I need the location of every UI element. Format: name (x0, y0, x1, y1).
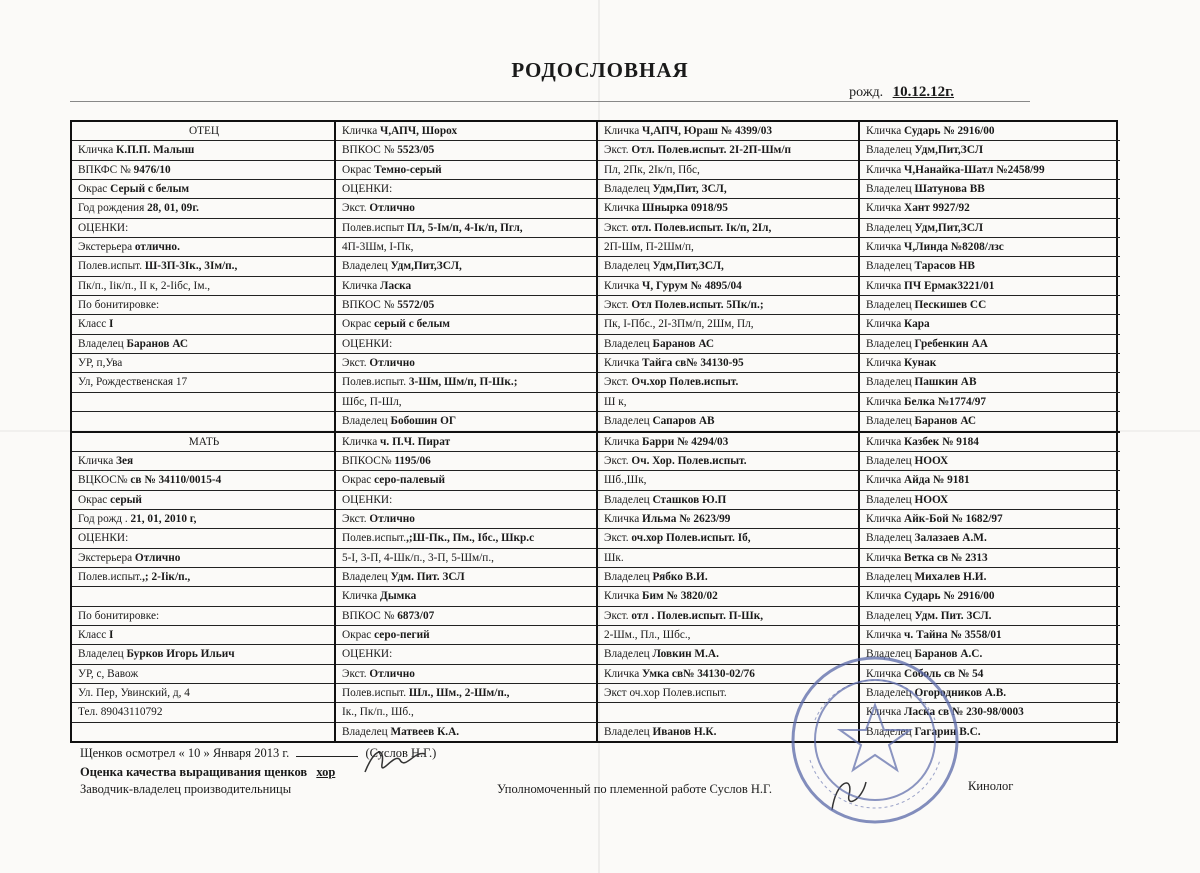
quality-line (80, 765, 335, 780)
pedigree-cell: Владелец Баранов А.С. (860, 645, 1120, 664)
pedigree-cell: Iк., Пк/п., Шб., (336, 703, 596, 722)
pedigree-cell: Экстерьера Отлично (72, 549, 334, 568)
pedigree-cell: Кличка Сударь № 2916/00 (860, 587, 1120, 606)
pedigree-cell: ОЦЕНКИ: (336, 180, 596, 199)
pedigree-cell: Владелец Удм. Пит. ЗСЛ (336, 568, 596, 587)
signature-blank (296, 756, 358, 757)
pedigree-cell: ВПКОС№ 1195/06 (336, 452, 596, 471)
pedigree-cell: Владелец Гребенкин АА (860, 335, 1120, 354)
pedigree-cell: Владелец НООХ (860, 491, 1120, 510)
pedigree-cell: Пк/п., Iiк/п., II к, 2-Iiбс, Iм., (72, 277, 334, 296)
pedigree-cell: ВПКФС № 9476/10 (72, 161, 334, 180)
pedigree-cell: Владелец Пашкин АВ (860, 373, 1120, 392)
pedigree-cell: Класс I (72, 315, 334, 334)
pedigree-cell: ВПКОС № 5572/05 (336, 296, 596, 315)
quality-value: хор (316, 765, 336, 779)
pedigree-cell: 5-I, 3-П, 4-Шк/п., 3-П, 5-Шм/п., (336, 549, 596, 568)
pedigree-cell: Пл, 2Пк, 2Iк/п, Пбс, (598, 161, 858, 180)
pedigree-cell: Владелец Удм,Пит,ЗСЛ, (336, 257, 596, 276)
pedigree-cell: Кличка Ветка св № 2313 (860, 549, 1120, 568)
document-title: РОДОСЛОВНАЯ (511, 58, 689, 82)
pedigree-cell: ОЦЕНКИ: (336, 335, 596, 354)
pedigree-cell: ВПКОС № 5523/05 (336, 141, 596, 160)
pedigree-cell: ОЦЕНКИ: (336, 491, 596, 510)
pedigree-cell: Владелец Ловкин М.А. (598, 645, 858, 664)
pedigree-cell: Владелец Баранов АС (72, 335, 334, 354)
cynologist-label: Кинолог (968, 779, 1014, 793)
pedigree-cell: Тел. 89043110792 (72, 703, 334, 722)
pedigree-cell: Полев.испыт.,; 2-Iiк/п., (72, 568, 334, 587)
pedigree-cell: Окрас серо-палевый (336, 471, 596, 490)
pedigree-cell: Кличка Казбек № 9184 (860, 433, 1120, 452)
pedigree-cell: Кличка Ласка св № 230-98/0003 (860, 703, 1120, 722)
pedigree-cell: Кличка К.П.П. Малыш (72, 141, 334, 160)
pedigree-cell: Кличка Ильма № 2623/99 (598, 510, 858, 529)
pedigree-cell: ОЦЕНКИ: (72, 219, 334, 238)
pedigree-cell: Владелец Бобошин ОГ (336, 412, 596, 432)
pedigree-cell: Владелец Шатунова ВВ (860, 180, 1120, 199)
pedigree-cell: Владелец Удм. Пит. ЗСЛ. (860, 607, 1120, 626)
pedigree-cell: Ул. Пер, Увинский, д, 4 (72, 684, 334, 703)
pedigree-cell: По бонитировке: (72, 607, 334, 626)
pedigree-cell: Шбс, П-Шл, (336, 393, 596, 412)
inspected-text: Щенков осмотрел « 10 » Января 2013 г. (80, 746, 290, 760)
pedigree-cell: Экст. Отлично (336, 354, 596, 373)
pedigree-cell: Экст. отл. Полев.испыт. Iк/п, 2Iл, (598, 219, 858, 238)
pedigree-cell: Окрас Темно-серый (336, 161, 596, 180)
pedigree-cell: Владелец Баранов АС (598, 335, 858, 354)
pedigree-cell: Кличка Кунак (860, 354, 1120, 373)
birth-label: рожд. (849, 85, 884, 100)
pedigree-cell: Класс I (72, 626, 334, 645)
pedigree-cell: Кличка Айда № 9181 (860, 471, 1120, 490)
pedigree-cell: Окрас серо-пегий (336, 626, 596, 645)
pedigree-cell: Кличка Барри № 4294/03 (598, 433, 858, 452)
pedigree-cell: Год рождения 28, 01, 09г. (72, 199, 334, 218)
pedigree-cell: Владелец Михалев Н.И. (860, 568, 1120, 587)
pedigree-cell: ВЦКОС№ св № 34110/0015-4 (72, 471, 334, 490)
pedigree-cell: Кличка Кара (860, 315, 1120, 334)
pedigree-cell: Кличка Бим № 3820/02 (598, 587, 858, 606)
pedigree-column-grandparents (596, 122, 858, 741)
pedigree-cell: Владелец Пескишев СС (860, 296, 1120, 315)
pedigree-cell: Кличка Дымка (336, 587, 596, 606)
pedigree-cell: Владелец Удм,Пит, ЗСЛ, (598, 180, 858, 199)
pedigree-cell: Экст. Оч.хор Полев.испыт. (598, 373, 858, 392)
pedigree-cell: Владелец Баранов АС (860, 412, 1120, 432)
pedigree-cell: Владелец НООХ (860, 452, 1120, 471)
pedigree-cell: Экстерьера отлично. (72, 238, 334, 257)
pedigree-cell: Окрас серый с белым (336, 315, 596, 334)
pedigree-cell: Экст. отл . Полев.испыт. П-Шк, (598, 607, 858, 626)
pedigree-cell (72, 587, 334, 606)
pedigree-cell: Полев.испыт. 3-Шм, Шм/п, П-Шк.; (336, 373, 596, 392)
birth-date: 10.12.12г. (892, 84, 954, 100)
pedigree-column-parents (334, 122, 596, 741)
pedigree-cell: Полев.испыт Пл, 5-Iм/п, 4-Iк/п, Пгл, (336, 219, 596, 238)
pedigree-cell: Год рожд . 21, 01, 2010 г, (72, 510, 334, 529)
pedigree-cell: Владелец Огородников А.В. (860, 684, 1120, 703)
pedigree-cell: Владелец Сапаров АВ (598, 412, 858, 432)
pedigree-cell (72, 393, 334, 412)
birth-date-line (849, 84, 954, 101)
authorized-person: Уполномоченный по племенной работе Суслов Н.Г. (497, 782, 772, 796)
pedigree-cell: Экст. Отл Полев.испыт. 5Пк/п.; (598, 296, 858, 315)
pedigree-cell: Кличка ПЧ Ермак3221/01 (860, 277, 1120, 296)
pedigree-column-dog (72, 122, 334, 741)
pedigree-cell: Пк, I-Пбс., 2I-3Пм/п, 2Шм, Пл, (598, 315, 858, 334)
inspector-name: (Суслов Н.Г.) (365, 746, 437, 760)
pedigree-cell (72, 412, 334, 432)
pedigree-cell: Экст оч.хор Полев.испыт. (598, 684, 858, 703)
pedigree-cell: Кличка Ч,Нанайка-Шатл №2458/99 (860, 161, 1120, 180)
pedigree-cell: Экст. Отлично (336, 665, 596, 684)
pedigree-cell: Шб.,Шк, (598, 471, 858, 490)
pedigree-cell: Экст. Отл. Полев.испыт. 2I-2П-Шм/п (598, 141, 858, 160)
pedigree-cell: Окрас Серый с белым (72, 180, 334, 199)
pedigree-cell: Владелец Матвеев К.А. (342, 725, 460, 738)
pedigree-cell: Полев.испыт. Шл., Шм., 2-Шм/п., (336, 684, 596, 703)
breeder-owner-label: Заводчик-владелец производительницы (80, 782, 292, 796)
pedigree-cell: Кличка Ч,АПЧ, Юраш № 4399/03 (598, 122, 858, 141)
pedigree-cell: Владелец Рябко В.И. (598, 568, 858, 587)
pedigree-cell: Ул, Рождественская 17 (72, 373, 334, 392)
pedigree-cell: Экст. Отлично (336, 199, 596, 218)
pedigree-cell: Кличка Айк-Бой № 1682/97 (860, 510, 1120, 529)
pedigree-cell: УР, с, Вавож (72, 665, 334, 684)
pedigree-cell: Кличка Ч,АПЧ, Шорох (336, 122, 596, 141)
pedigree-cell: ОЦЕНКИ: (72, 529, 334, 548)
pedigree-cell: Экст. Оч. Хор. Полев.испыт. (598, 452, 858, 471)
pedigree-cell: Ш к, (598, 393, 858, 412)
pedigree-cell: Кличка Сударь № 2916/00 (860, 122, 1120, 141)
pedigree-cell: МАТЬ (72, 433, 334, 452)
pedigree-cell: Кличка Шнырка 0918/95 (598, 199, 858, 218)
pedigree-cell: Кличка Хант 9927/92 (860, 199, 1120, 218)
pedigree-cell: Полев.испыт. Ш-3П-3Iк., 3Iм/п., (72, 257, 334, 276)
pedigree-cell: Владелец Удм,Пит,ЗСЛ, (598, 257, 858, 276)
pedigree-cell: 2П-Шм, П-2Шм/п, (598, 238, 858, 257)
pedigree-cell: Кличка ч. Тайна № 3558/01 (860, 626, 1120, 645)
pedigree-cell: Кличка Зея (72, 452, 334, 471)
pedigree-cell: Экст. оч.хор Полев.испыт. Iб, (598, 529, 858, 548)
pedigree-cell: Владелец Гагарин В.С. (866, 725, 981, 738)
pedigree-cell: Владелец Бурков Игорь Ильич (72, 645, 334, 664)
pedigree-cell: Кличка Соболь св № 54 (860, 665, 1120, 684)
pedigree-cell: ОТЕЦ (72, 122, 334, 141)
pedigree-cell: Владелец Удм,Пит,ЗСЛ (860, 141, 1120, 160)
pedigree-cell: ВПКОС № 6873/07 (336, 607, 596, 626)
pedigree-cell: Кличка Умка св№ 34130-02/76 (598, 665, 858, 684)
pedigree-cell: Шк. (598, 549, 858, 568)
pedigree-cell: ОЦЕНКИ: (336, 645, 596, 664)
pedigree-cell: Кличка Белка №1774/97 (860, 393, 1120, 412)
pedigree-cell: Окрас серый (72, 491, 334, 510)
pedigree-cell: Полев.испыт.,;Ш-Пк., Пм., Iбс., Шкр.с (336, 529, 596, 548)
pedigree-cell (72, 723, 334, 741)
pedigree-cell: Владелец Удм,Пит,ЗСЛ (860, 219, 1120, 238)
quality-label: Оценка качества выращивания щенков (80, 765, 308, 779)
pedigree-column-great-grandparents (858, 122, 1120, 741)
divider (70, 101, 1030, 102)
pedigree-cell: Владелец Иванов Н.К. (604, 725, 717, 738)
pedigree-cell: УР, п,Ува (72, 354, 334, 373)
pedigree-cell: Владелец Залазаев А.М. (860, 529, 1120, 548)
pedigree-cell: По бонитировке: (72, 296, 334, 315)
pedigree-cell: Кличка Ч,Линда №8208/лзс (860, 238, 1120, 257)
pedigree-cell: 4П-3Шм, I-Пк, (336, 238, 596, 257)
pedigree-cell: Владелец Тарасов НВ (860, 257, 1120, 276)
pedigree-cell: Кличка ч. П.Ч. Пират (336, 433, 596, 452)
pedigree-cell: Кличка Ч, Гурум № 4895/04 (598, 277, 858, 296)
official-seal-icon (785, 650, 965, 830)
pedigree-cell: 2-Шм., Пл., Шбс., (598, 626, 858, 645)
pedigree-cell: Кличка Тайга св№ 34130-95 (598, 354, 858, 373)
pedigree-cell: Владелец Сташков Ю.П (598, 491, 858, 510)
pedigree-cell: Экст. Отлично (336, 510, 596, 529)
pedigree-cell: Кличка Ласка (336, 277, 596, 296)
inspector-signature-icon (360, 742, 430, 782)
